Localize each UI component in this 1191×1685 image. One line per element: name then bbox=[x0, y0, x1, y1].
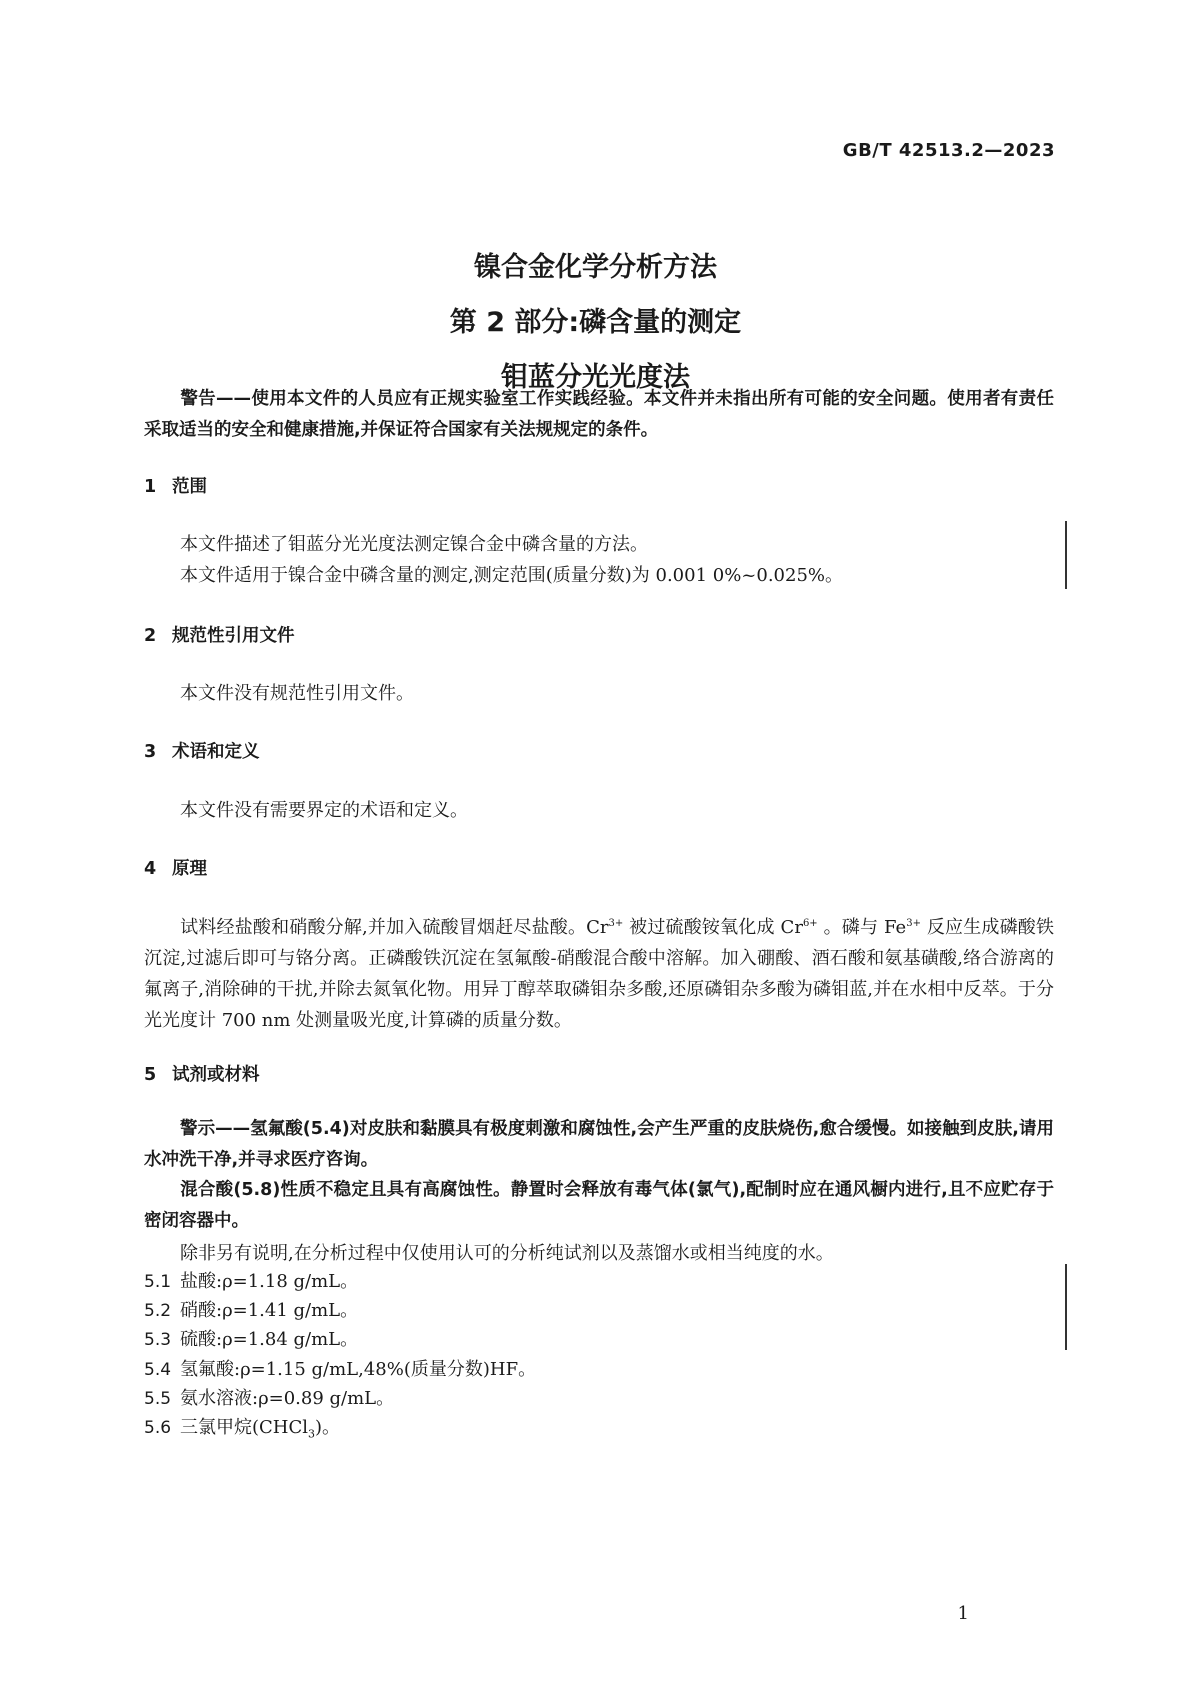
item-number: 5.2 bbox=[144, 1301, 172, 1321]
hf-warning-text: 警示——氢氟酸(5.4)对皮肤和黏膜具有极度刺激和腐蚀性,会产生严重的皮肤烧伤,愈合缓慢。如接触到皮肤,请用水冲洗干净,并寻求医疗咨询。 bbox=[144, 1119, 1054, 1170]
section-number: 3 bbox=[144, 742, 157, 762]
section-1-heading bbox=[144, 473, 207, 498]
item-number: 5.4 bbox=[144, 1360, 172, 1380]
section-number: 1 bbox=[144, 477, 157, 497]
list-item bbox=[144, 1355, 536, 1381]
section-number: 2 bbox=[144, 626, 157, 646]
mixed-acid-warning-text: 混合酸(5.8)性质不稳定且具有高腐蚀性。静置时会释放有毒气体(氯气),配制时应在通风橱内进行,且不应贮存于密闭容器中。 bbox=[144, 1180, 1054, 1231]
superscript: 6+ bbox=[802, 918, 818, 929]
section-2-paragraph: 本文件没有规范性引用文件。 bbox=[180, 683, 414, 704]
list-item bbox=[144, 1325, 358, 1351]
section-title: 原理 bbox=[172, 859, 207, 879]
section-1-paragraph-1: 本文件描述了钼蓝分光光度法测定镍合金中磷含量的方法。 bbox=[180, 534, 648, 555]
item-number: 5.1 bbox=[144, 1272, 172, 1292]
section-5-paragraph: 除非另有说明,在分析过程中仅使用认可的分析纯试剂以及蒸馏水或相当纯度的水。 bbox=[180, 1243, 834, 1264]
item-number: 5.6 bbox=[144, 1418, 172, 1438]
title-line-1: 镍合金化学分析方法 bbox=[474, 252, 717, 283]
list-item bbox=[144, 1413, 340, 1441]
safety-warning-text: 警告——使用本文件的人员应有正规实验室工作实践经验。本文件并未指出所有可能的安全问题。使用者有责任采取适当的安全和健康措施,并保证符合国家有关法规规定的条件。 bbox=[144, 389, 1054, 440]
list-item bbox=[144, 1384, 394, 1410]
section-3-heading bbox=[144, 738, 260, 763]
section-title: 范围 bbox=[172, 477, 207, 497]
item-number: 5.5 bbox=[144, 1389, 172, 1409]
item-text: 硫酸:ρ=1.84 g/mL。 bbox=[180, 1329, 359, 1350]
section-4-paragraph bbox=[144, 908, 1054, 1036]
section-4-heading bbox=[144, 855, 207, 880]
superscript: 3+ bbox=[906, 918, 921, 929]
text-run: 。磷与 Fe bbox=[817, 917, 907, 938]
item-text: )。 bbox=[315, 1417, 341, 1438]
section-3-paragraph: 本文件没有需要界定的术语和定义。 bbox=[180, 800, 468, 821]
change-bar bbox=[1065, 1264, 1067, 1350]
text-run: 被过硫酸铵氧化成 Cr bbox=[623, 917, 803, 938]
section-5-heading bbox=[144, 1061, 260, 1086]
mixed-acid-warning bbox=[144, 1175, 1054, 1237]
item-text: 硝酸:ρ=1.41 g/mL。 bbox=[180, 1300, 359, 1321]
item-text: 盐酸:ρ=1.18 g/mL。 bbox=[180, 1271, 359, 1292]
title-line-3: 钼蓝分光光度法 bbox=[501, 362, 690, 393]
page-number: 1 bbox=[957, 1603, 969, 1624]
section-number: 5 bbox=[144, 1065, 157, 1085]
section-title: 规范性引用文件 bbox=[172, 626, 295, 646]
superscript: 3+ bbox=[608, 918, 624, 929]
safety-warning bbox=[144, 384, 1054, 446]
section-title: 试剂或材料 bbox=[172, 1065, 260, 1085]
document-title bbox=[0, 240, 1191, 405]
list-item bbox=[144, 1296, 358, 1322]
list-item bbox=[144, 1267, 358, 1293]
item-number: 5.3 bbox=[144, 1330, 172, 1350]
item-text: 氢氟酸:ρ=1.15 g/mL,48%(质量分数)HF。 bbox=[180, 1359, 537, 1380]
hf-warning bbox=[144, 1114, 1054, 1176]
item-text: 氨水溶液:ρ=0.89 g/mL。 bbox=[180, 1388, 395, 1409]
section-1-paragraph-2: 本文件适用于镍合金中磷含量的测定,测定范围(质量分数)为 0.001 0%~0.025%。 bbox=[180, 565, 844, 586]
section-title: 术语和定义 bbox=[172, 742, 260, 762]
text-run: 反应生成磷酸铁沉淀,过滤后即可与铬分离。正磷酸铁沉淀在氢氟酸-硝酸混合酸中溶解。加入硼酸、酒石酸和氨基磺酸,络合游离的氟离子,消除砷的干扰,并除去氮氧化物。用异丁醇萃取磷钼杂多酸,还原磷钼杂多酸为磷钼蓝,并在水相中反萃。于分光光度计 700 nm 处测量吸光度,计算磷的质量分数。 bbox=[144, 917, 1054, 1031]
change-bar bbox=[1065, 521, 1067, 589]
section-2-heading bbox=[144, 622, 295, 647]
text-run: 试料经盐酸和硝酸分解,并加入硫酸冒烟赶尽盐酸。Cr bbox=[180, 917, 609, 938]
subscript: 3 bbox=[308, 1427, 316, 1441]
section-number: 4 bbox=[144, 859, 157, 879]
standard-code: GB/T 42513.2—2023 bbox=[842, 140, 1055, 161]
item-text: 三氯甲烷(CHCl bbox=[180, 1417, 309, 1438]
title-line-2: 第 2 部分:磷含量的测定 bbox=[449, 307, 742, 338]
